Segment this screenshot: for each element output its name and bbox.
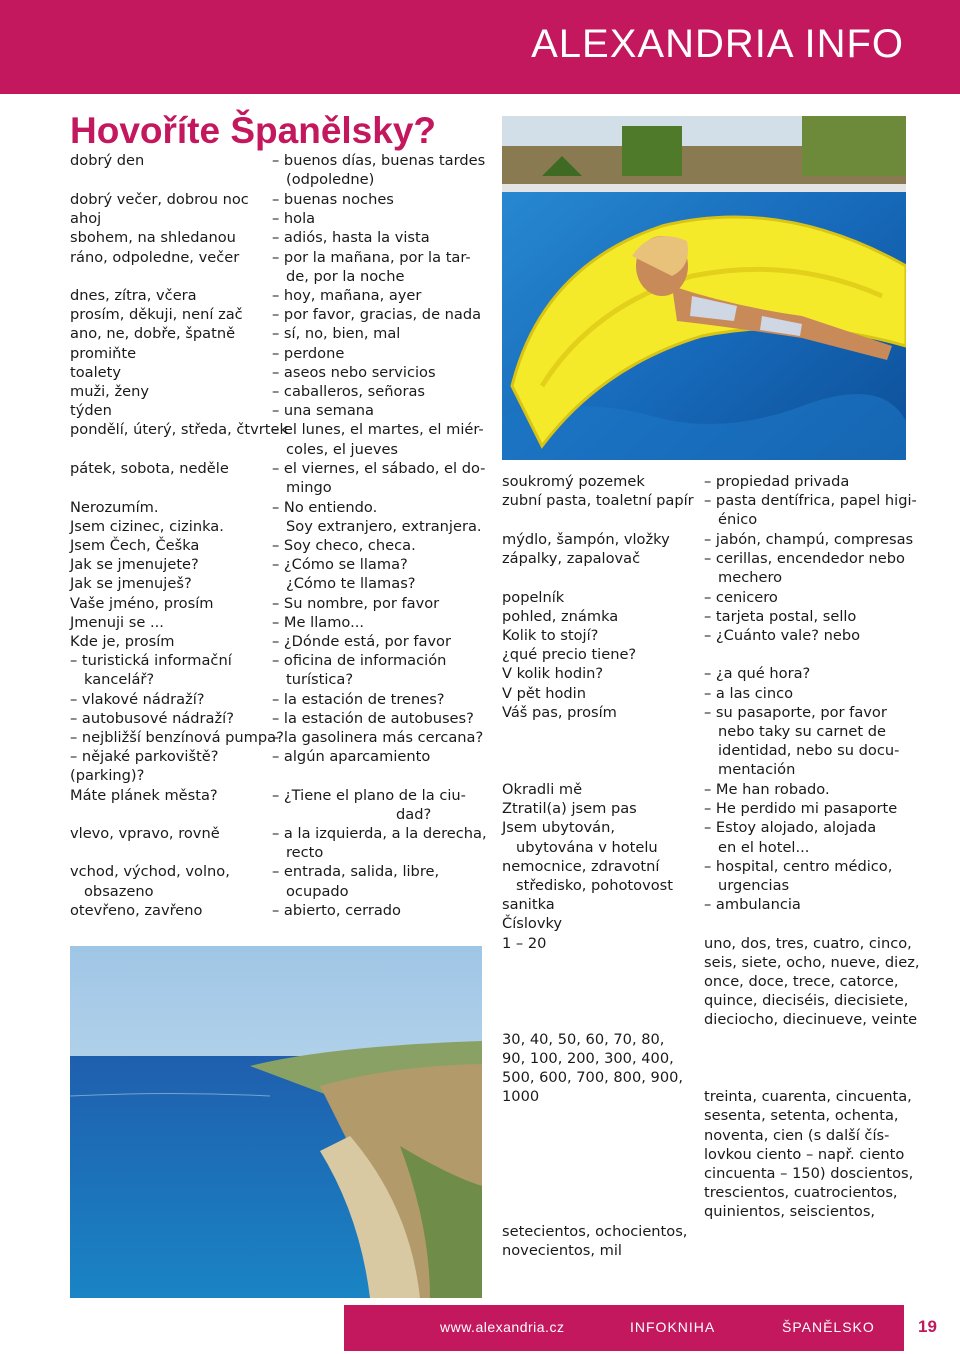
phrase-cz: toalety xyxy=(70,364,121,381)
phrase-cz-right: 1000 xyxy=(502,1088,540,1105)
phrase-es: coles, el jueves xyxy=(286,441,399,458)
phrase-cz-right: Ztratil(a) jsem pas xyxy=(502,800,637,817)
phrase-es-right: cincuenta – 150) doscientos, xyxy=(704,1165,914,1182)
phrase-es-right: – Me han robado. xyxy=(704,781,830,798)
phrase-es-right: urgencias xyxy=(718,877,790,894)
phrase-es: – el viernes, el sábado, el do- xyxy=(272,460,486,477)
phrase-es-right: once, doce, trece, catorce, xyxy=(704,973,899,990)
phrase-es: dad? xyxy=(396,806,432,823)
phrase-cz: Jak se jmenuješ? xyxy=(70,575,192,592)
phrase-cz: týden xyxy=(70,402,112,419)
phrase-cz: vchod, východ, volno, xyxy=(70,863,230,880)
phrase-cz: kancelář? xyxy=(84,671,155,688)
phrase-es-right: mechero xyxy=(718,569,783,586)
phrase-es-right: – a las cinco xyxy=(704,685,794,702)
phrase-es: turística? xyxy=(286,671,354,688)
phrase-cz-right: ubytována v hotelu xyxy=(516,839,658,856)
phrase-cz: prosím, děkuji, není zač xyxy=(70,306,243,323)
phrase-cz: Kde je, prosím xyxy=(70,633,175,650)
phrase-cz: ahoj xyxy=(70,210,102,227)
phrase-cz: Vaše jméno, prosím xyxy=(70,595,214,612)
phrase-cz: Máte plánek města? xyxy=(70,787,218,804)
beach-photo xyxy=(70,946,482,1298)
phrase-cz: dobrý večer, dobrou noc xyxy=(70,191,249,208)
phrase-es-right: – He perdido mi pasaporte xyxy=(704,800,898,817)
phrase-es: – oficina de información xyxy=(272,652,447,669)
phrase-cz: (parking)? xyxy=(70,767,145,784)
phrase-cz: – autobusové nádraží? xyxy=(70,710,234,727)
phrase-cz: dobrý den xyxy=(70,152,145,169)
phrase-es-right: en el hotel... xyxy=(718,839,810,856)
phrase-cz-right: Okradli mě xyxy=(502,781,583,798)
phrase-es: – ¿Dónde está, por favor xyxy=(272,633,451,650)
phrase-es-right: – su pasaporte, por favor xyxy=(704,704,887,721)
footer-section: INFOKNIHA xyxy=(630,1319,716,1335)
phrase-es-right: – hospital, centro médico, xyxy=(704,858,893,875)
phrase-cz: ráno, odpoledne, večer xyxy=(70,249,240,266)
phrase-cz: Jsem Čech, Češka xyxy=(70,537,200,554)
phrase-es-right: noventa, cien (s další čís- xyxy=(704,1127,890,1144)
phrase-cz-right: nemocnice, zdravotní xyxy=(502,858,660,875)
phrase-es-right: – Estoy alojado, alojada xyxy=(704,819,877,836)
phrase-cz: dnes, zítra, včera xyxy=(70,287,197,304)
phrase-cz-right: 500, 600, 700, 800, 900, xyxy=(502,1069,684,1086)
phrase-cz-right: Váš pas, prosím xyxy=(502,704,617,721)
phrase-es: (odpoledne) xyxy=(286,171,375,188)
phrase-cz: promiňte xyxy=(70,345,137,362)
phrase-es-right: – cenicero xyxy=(704,589,778,606)
phrase-es: – caballeros, señoras xyxy=(272,383,425,400)
phrase-es-right: dieciocho, diecinueve, veinte xyxy=(704,1011,918,1028)
phrase-cz: ano, ne, dobře, špatně xyxy=(70,325,236,342)
phrase-cz-right: Jsem ubytován, xyxy=(502,819,616,836)
phrase-es: de, por la noche xyxy=(286,268,405,285)
phrase-cz: – turistická informační xyxy=(70,652,232,669)
phrase-cz-right: středisko, pohotovost xyxy=(516,877,673,894)
phrase-es-right: – pasta dentífrica, papel higi- xyxy=(704,492,917,509)
phrase-cz-right: V kolik hodin? xyxy=(502,665,604,682)
phrase-es: – perdone xyxy=(272,345,345,362)
phrase-es-right: sesenta, setenta, ochenta, xyxy=(704,1107,899,1124)
phrase-es-right: seis, siete, ocho, nueve, diez, xyxy=(704,954,920,971)
phrase-cz-right: popelník xyxy=(502,589,565,606)
phrase-es: – ¿Cómo se llama? xyxy=(272,556,408,573)
phrase-es: – a la izquierda, a la derecha, xyxy=(272,825,487,842)
phrase-es: – algún aparcamiento xyxy=(272,748,431,765)
phrase-cz: pondělí, úterý, středa, čtvrtek xyxy=(70,421,288,438)
phrase-cz-right: zápalky, zapalovač xyxy=(502,550,641,567)
phrase-es: – el lunes, el martes, el miér- xyxy=(272,421,484,438)
phrase-es: – por la mañana, por la tar- xyxy=(272,249,471,266)
phrase-es-right: quince, dieciséis, diecisiete, xyxy=(704,992,909,1009)
pool-photo xyxy=(502,116,906,460)
phrase-es: – una semana xyxy=(272,402,374,419)
phrase-es: – No entiendo. xyxy=(272,499,378,516)
page-number: 19 xyxy=(918,1317,937,1336)
phrase-es: – Soy checo, checa. xyxy=(272,537,416,554)
phrase-es: – por favor, gracias, de nada xyxy=(272,306,482,323)
phrase-es: – sí, no, bien, mal xyxy=(272,325,401,342)
phrase-es-right: – cerillas, encendedor nebo xyxy=(704,550,905,567)
phrase-es: – Su nombre, por favor xyxy=(272,595,440,612)
phrase-cz: pátek, sobota, neděle xyxy=(70,460,229,477)
phrase-es: – buenos días, buenas tardes xyxy=(272,152,486,169)
phrase-es-right: – jabón, champú, compresas xyxy=(704,531,914,548)
phrase-es: – adiós, hasta la vista xyxy=(272,229,430,246)
phrase-cz-right: V pět hodin xyxy=(502,685,586,702)
phrase-es: ¿Cómo te llamas? xyxy=(286,575,416,592)
phrase-es: – la estación de autobuses? xyxy=(272,710,474,727)
beach-photo-graphic xyxy=(70,946,482,1298)
phrase-cz: Jsem cizinec, cizinka. xyxy=(70,518,224,535)
phrase-es-right: énico xyxy=(718,511,758,528)
phrase-cz-right: mýdlo, šampón, vložky xyxy=(502,531,670,548)
phrase-es-right: mentación xyxy=(718,761,796,778)
phrase-es: – Me llamo... xyxy=(272,614,365,631)
phrase-es-right: nebo taky su carnet de xyxy=(718,723,886,740)
phrase-es-right: treinta, cuarenta, cincuenta, xyxy=(704,1088,912,1105)
phrase-es: – la gasolinera más cercana? xyxy=(272,729,484,746)
phrase-es-right: trescientos, cuatrocientos, xyxy=(704,1184,898,1201)
phrase-es-right: identidad, nebo su docu- xyxy=(718,742,900,759)
phrase-cz: vlevo, vpravo, rovně xyxy=(70,825,220,842)
phrase-cz-right: zubní pasta, toaletní papír xyxy=(502,492,694,509)
phrase-es: – hola xyxy=(272,210,316,227)
phrase-es: mingo xyxy=(286,479,332,496)
phrase-es: – buenas noches xyxy=(272,191,394,208)
footer-url[interactable]: www.alexandria.cz xyxy=(440,1319,565,1335)
phrase-cz: sbohem, na shledanou xyxy=(70,229,236,246)
phrase-es: – ¿Tiene el plano de la ciu- xyxy=(272,787,466,804)
phrase-es: – hoy, mañana, ayer xyxy=(272,287,422,304)
phrase-cz-right: 1 – 20 xyxy=(502,935,547,952)
phrase-cz: obsazeno xyxy=(84,883,154,900)
footer-topic: ŠPANĚLSKO xyxy=(782,1319,875,1335)
phrase-cz-right: 90, 100, 200, 300, 400, xyxy=(502,1050,674,1067)
phrase-es-right: uno, dos, tres, cuatro, cinco, xyxy=(704,935,912,952)
phrase-cz-right: Číslovky xyxy=(502,915,563,932)
phrase-es-right: – ¿a qué hora? xyxy=(704,665,811,682)
phrase-es: Soy extranjero, extranjera. xyxy=(286,518,482,535)
phrase-es-right: lovkou ciento – např. ciento xyxy=(704,1146,905,1163)
phrase-cz: Jmenuji se ... xyxy=(70,614,164,631)
pool-photo-graphic xyxy=(502,116,906,460)
phrase-es-right: – tarjeta postal, sello xyxy=(704,608,857,625)
phrase-cz-right: ¿qué precio tiene? xyxy=(502,646,637,663)
phrase-cz: – vlakové nádraží? xyxy=(70,691,205,708)
phrase-es-right: – ¿Cuánto vale? nebo xyxy=(704,627,861,644)
phrase-es: – aseos nebo servicios xyxy=(272,364,436,381)
phrase-cz-right: pohled, známka xyxy=(502,608,619,625)
phrase-cz: muži, ženy xyxy=(70,383,149,400)
phrase-cz-right: novecientos, mil xyxy=(502,1242,622,1259)
phrase-cz: Nerozumím. xyxy=(70,499,159,516)
phrase-es: ocupado xyxy=(286,883,349,900)
phrase-cz: Jak se jmenujete? xyxy=(70,556,199,573)
phrase-es-right: – ambulancia xyxy=(704,896,801,913)
phrase-es: – abierto, cerrado xyxy=(272,902,401,919)
phrase-cz-right: setecientos, ochocientos, xyxy=(502,1223,688,1240)
brand-title: ALEXANDRIA INFO xyxy=(531,22,904,66)
phrase-cz-right: Kolik to stojí? xyxy=(502,627,599,644)
page-title: Hovoříte Španělsky? xyxy=(70,110,437,151)
phrase-es-right: quinientos, seiscientos, xyxy=(704,1203,876,1220)
phrase-es-right: – propiedad privada xyxy=(704,473,850,490)
phrase-cz-right: soukromý pozemek xyxy=(502,473,645,490)
phrase-cz: – nějaké parkoviště? xyxy=(70,748,219,765)
phrase-es: – la estación de trenes? xyxy=(272,691,445,708)
phrase-es: – entrada, salida, libre, xyxy=(272,863,440,880)
phrase-cz-right: 30, 40, 50, 60, 70, 80, xyxy=(502,1031,665,1048)
phrase-cz: otevřeno, zavřeno xyxy=(70,902,203,919)
phrase-es: recto xyxy=(286,844,324,861)
phrase-cz: – nejbližší benzínová pumpa? xyxy=(70,729,284,746)
phrase-cz-right: sanitka xyxy=(502,896,555,913)
